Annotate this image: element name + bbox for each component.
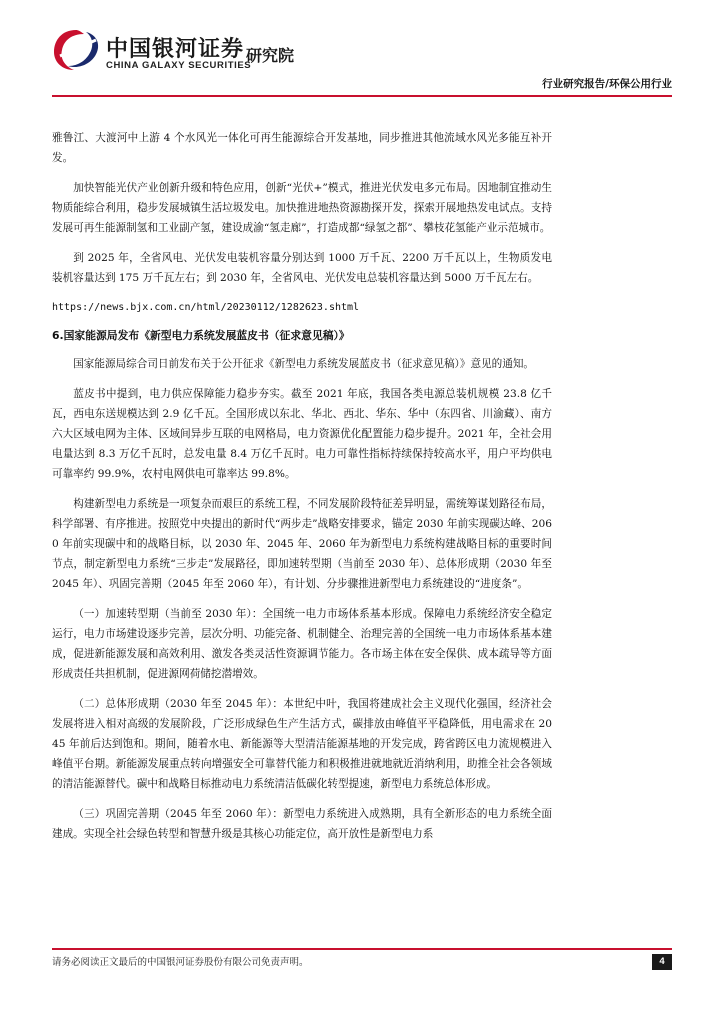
footer-divider bbox=[52, 948, 672, 950]
paragraph: 到 2025 年，全省风电、光伏发电装机容量分别达到 1000 万千瓦、2200 万千瓦以上，生物质发电装机容量达到 175 万千瓦左右；到 2030 年，全省风电、光伏发电总装机容量达到 5000 万千瓦左右。 bbox=[52, 252, 552, 284]
paragraph: （二）总体形成期（2030 年至 2045 年）：本世纪中叶，我国将建成社会主义现代化强国，经济社会发展将进入相对高级的发展阶段，广泛形成绿色生产生活方式，碳排放由峰值平平稳降低，用电需求在 2045 年前后达到饱和。期间，随着水电、新能源等大型清洁能源基地的开发完成，跨省跨区电力流规模进入峰值平台期。新能源发展重点转向增强安全可靠替代能力和积极推进就地就近消纳利用，助推全社会各领域的清洁能源替代。碳中和战略目标推动电力系统清洁低碳化转型提速，新型电力系统总体形成。 bbox=[52, 698, 552, 790]
brand-subtitle: 研究院 bbox=[246, 46, 295, 65]
paragraph: 雅鲁江、大渡河中上游 4 个水风光一体化可再生能源综合开发基地，同步推进其他流域水风光多能互补开发。 bbox=[52, 132, 552, 164]
source-link[interactable]: https://news.bjx.com.cn/html/20230112/1282623.shtml bbox=[52, 302, 360, 313]
paragraph: 国家能源局综合司日前发布关于公开征求《新型电力系统发展蓝皮书（征求意见稿）》意见的通知。 bbox=[73, 358, 535, 370]
page-number: 4 bbox=[652, 954, 672, 970]
brand-name-en: CHINA GALAXY SECURITIES bbox=[106, 60, 252, 71]
paragraph: （三）巩固完善期（2045 年至 2060 年）：新型电力系统进入成熟期，具有全新形态的电力系统全面建成。实现全社会绿色转型和智慧升级是其核心功能定位，高开放性是新型电力系 bbox=[52, 808, 552, 840]
paragraph: （一）加速转型期（当前至 2030 年）：全国统一电力市场体系基本形成。保障电力系统经济安全稳定运行，电力市场建设逐步完善，层次分明、功能完备、机制健全、治理完善的全国统一电力市场体系基本建成，促进新能源发展和高效利用、激发各类灵活性资源调节能力。各市场主体在安全保供、成本疏导等方面形成责任共担机制，促进源网荷储挖潜增效。 bbox=[52, 608, 552, 680]
paragraph: 蓝皮书中提到，电力供应保障能力稳步夯实。截至 2021 年底，我国各类电源总装机规模 23.8 亿千瓦，西电东送规模达到 2.9 亿千瓦。全国形成以东北、华北、西北、华东、华中（东四省、川渝藏）、南方六大区域电网为主体、区域间异步互联的电网格局，电力资源优化配置能力稳步提升。2021 年，全社会用电量达到 8.3 万亿千瓦时，总发电量 8.4 万亿千瓦时。电力可靠性指标持续保持较高水平，用户平均供电可靠率约 99.9%，农村电网供电可靠率达 99.8%。 bbox=[52, 388, 552, 480]
report-body bbox=[52, 128, 552, 854]
brand-name-cn: 中国银河证券 bbox=[106, 37, 245, 62]
section-heading: 6.国家能源局发布《新型电力系统发展蓝皮书（征求意见稿）》 bbox=[52, 329, 350, 342]
header-divider bbox=[52, 95, 672, 97]
galaxy-logo-icon bbox=[50, 26, 102, 74]
disclaimer-note: 请务必阅读正文最后的中国银河证券股份有限公司免责声明。 bbox=[52, 957, 309, 968]
paragraph: 加快智能光伏产业创新升级和特色应用，创新“光伏+”模式，推进光伏发电多元布局。因地制宜推动生物质能综合利用，稳步发展城镇生活垃圾发电。加快推进地热资源勘探开发，探索开展地热发电试点。支持发展可再生能源制氢和工业副产氢，建设成渝“氢走廊”，打造成都“绿氢之都”、攀枝花氢能产业示范城市。 bbox=[52, 182, 552, 234]
paragraph: 构建新型电力系统是一项复杂而艰巨的系统工程，不同发展阶段特征差异明显，需统筹谋划路径布局，科学部署、有序推进。按照党中央提出的新时代“两步走”战略安排要求，锚定 2030 年前实现碳达峰、2060 年前实现碳中和的战略目标，以 2030 年、2045 年、2060 年为新型电力系统构建战略目标的重要时间节点，制定新型电力系统“三步走”发展路径，即加速转型期（当前至 2030 年）、总体形成期（2030 年至 2045 年）、巩固完善期（2045 年至 2060 年），有计划、分步骤推进新型电力系统建设的“进度条”。 bbox=[52, 498, 552, 590]
report-category: 行业研究报告/环保公用行业 bbox=[542, 78, 672, 90]
